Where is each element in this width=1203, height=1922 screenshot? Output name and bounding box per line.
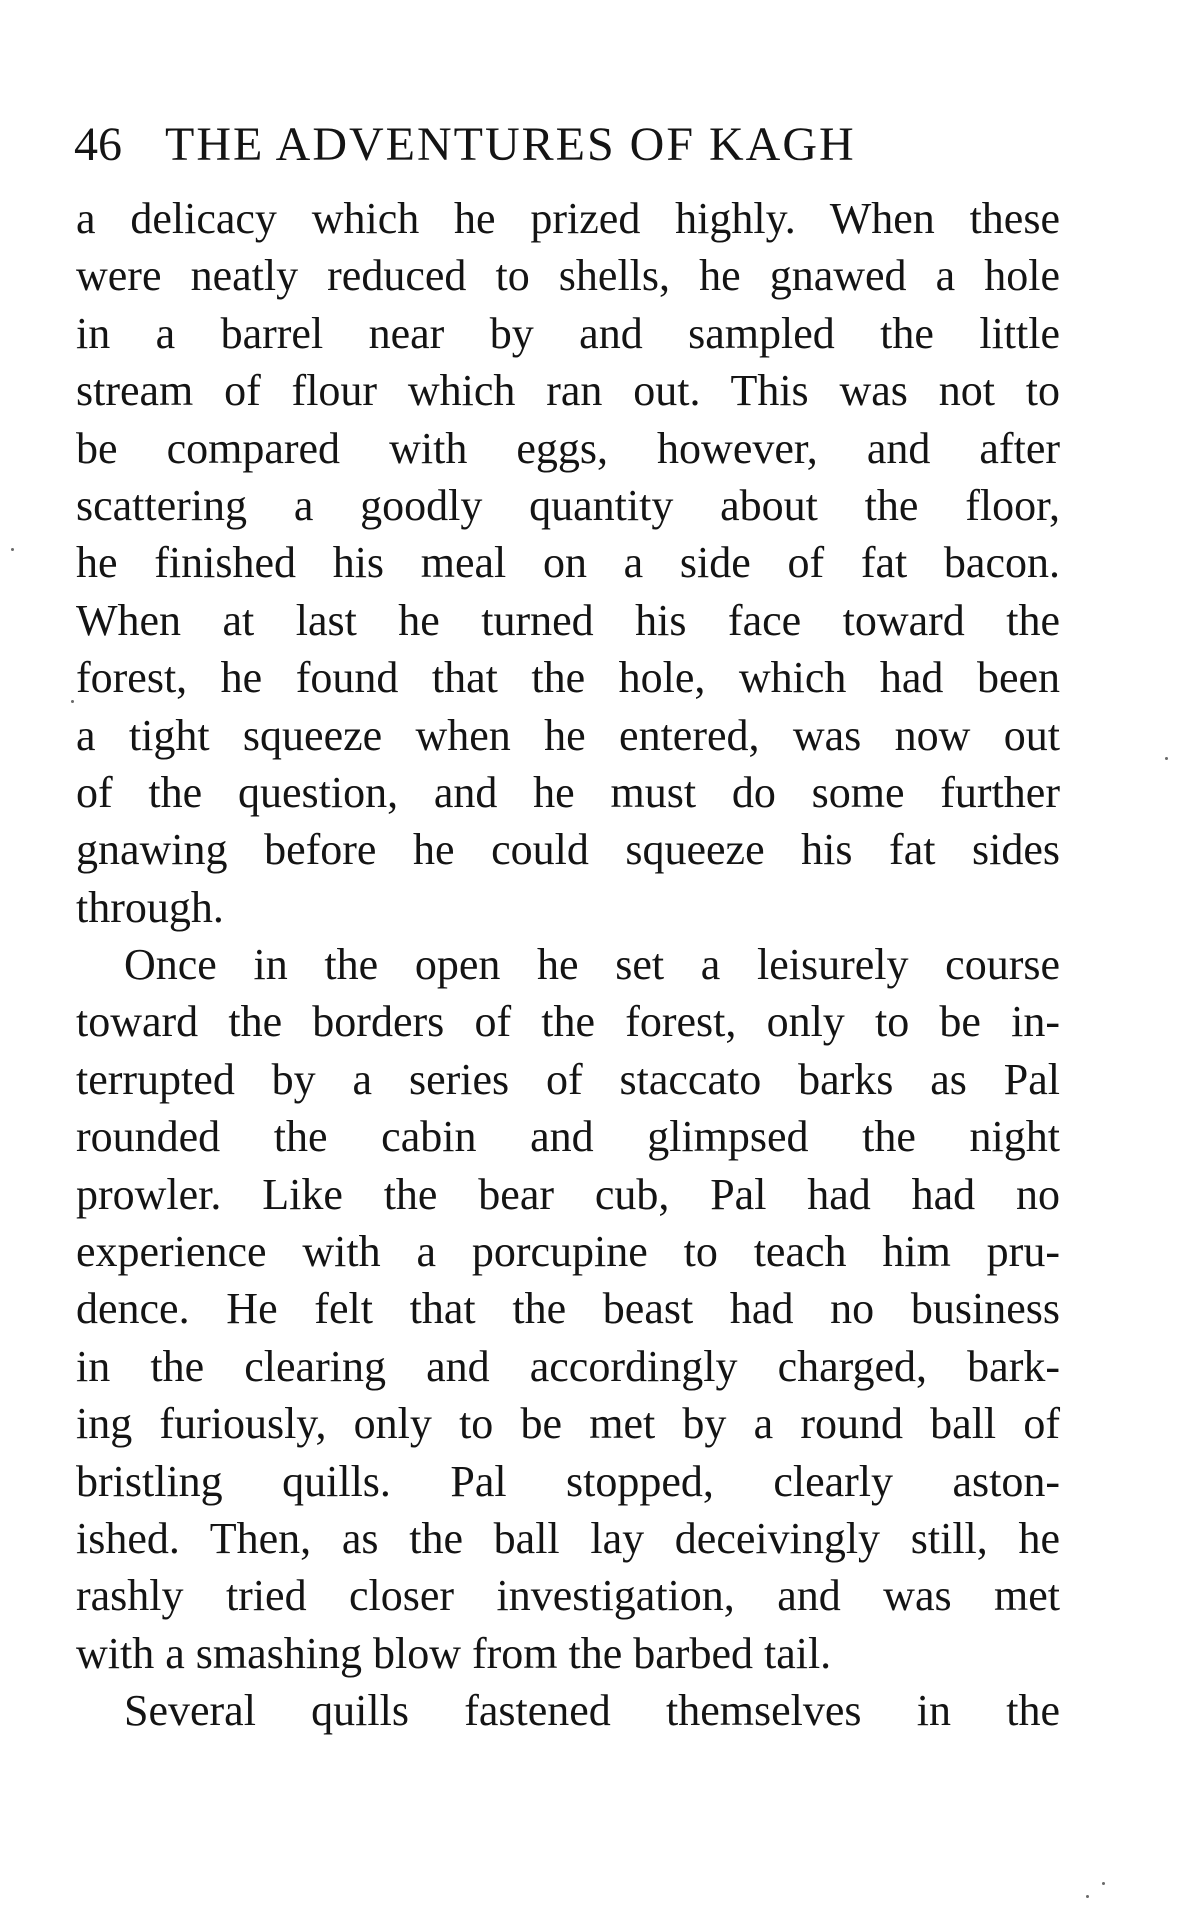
scan-speck <box>1102 1882 1105 1885</box>
text-line: ing furiously, only to be met by a round ball of <box>76 1399 1060 1449</box>
text-line: terrupted by a series of staccato barks as Pal <box>76 1054 1060 1104</box>
text-line: a delicacy which he prized highly. When these <box>76 194 1060 243</box>
text-line: in the clearing and accordingly charged, bark- <box>76 1341 1060 1391</box>
text-line: stream of flour which ran out. This was not to <box>76 366 1060 416</box>
text-line: rashly tried closer investigation, and was met <box>76 1571 1060 1621</box>
body-text <box>76 190 1060 1740</box>
text-line: dence. He felt that the beast had no business <box>76 1284 1060 1334</box>
text-line: gnawing before he could squeeze his fat sides <box>76 825 1060 875</box>
text-line: through. <box>76 882 224 932</box>
paragraph-start-line: Several quills fastened themselves in the <box>124 1686 1060 1736</box>
text-line: were neatly reduced to shells, he gnawed a hole <box>76 251 1060 301</box>
scan-speck <box>71 700 74 703</box>
running-head <box>74 115 1064 175</box>
text-line: bristling quills. Pal stopped, clearly aston- <box>76 1456 1060 1506</box>
text-line: ished. Then, as the ball lay deceivingly still, he <box>76 1513 1060 1563</box>
scan-speck <box>1165 757 1168 760</box>
text-line: prowler. Like the bear cub, Pal had had no <box>76 1169 1060 1219</box>
scan-speck <box>1086 1895 1089 1898</box>
text-line: with a smashing blow from the barbed tail. <box>76 1628 832 1678</box>
text-line: a tight squeeze when he entered, was now out <box>76 710 1060 760</box>
text-line: toward the borders of the forest, only to be in- <box>76 997 1060 1047</box>
text-line: scattering a goodly quantity about the floor, <box>76 480 1060 530</box>
text-line: When at last he turned his face toward the <box>76 595 1060 645</box>
text-line: of the question, and he must do some further <box>76 767 1060 817</box>
text-line: be compared with eggs, however, and after <box>76 423 1060 473</box>
text-line: rounded the cabin and glimpsed the night <box>76 1112 1060 1162</box>
text-line: in a barrel near by and sampled the little <box>76 308 1060 358</box>
page-number: 46 <box>74 118 122 171</box>
book-title: THE ADVENTURES OF KAGH <box>165 118 856 171</box>
text-line: forest, he found that the hole, which had been <box>76 653 1060 703</box>
text-line: he finished his meal on a side of fat bacon. <box>76 538 1060 588</box>
scan-speck <box>11 548 14 551</box>
paragraph-start-line: Once in the open he set a leisurely course <box>124 940 1060 990</box>
text-line: experience with a porcupine to teach him pru- <box>76 1227 1060 1277</box>
